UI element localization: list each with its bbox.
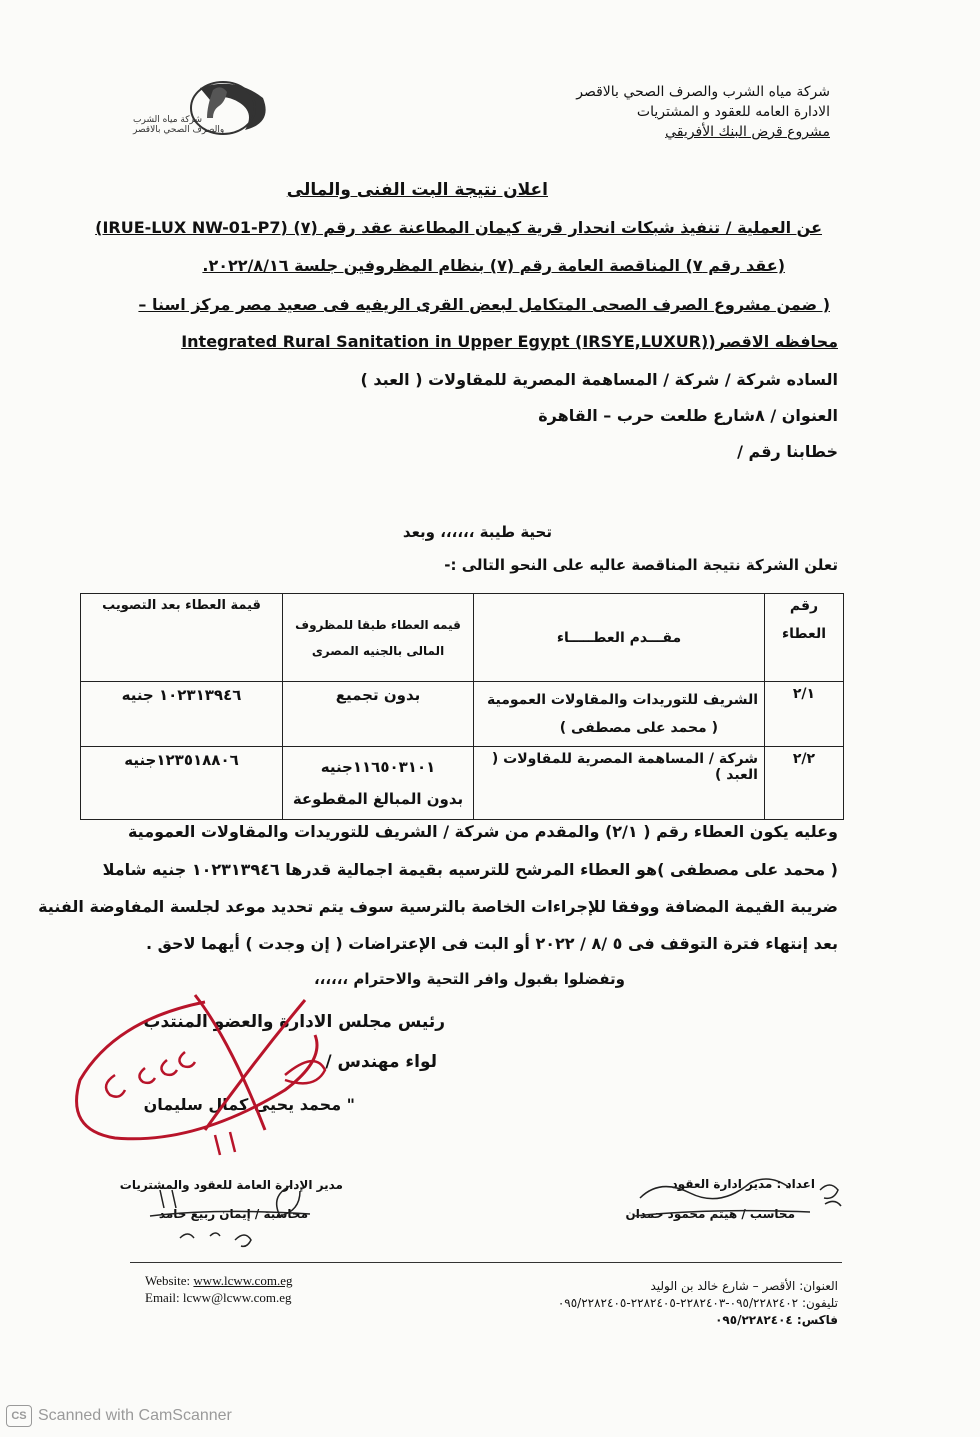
footer-divider — [130, 1262, 842, 1263]
intro-text: تعلن الشركة نتيجة المناقصة عاليه على النحو التالى :- — [444, 556, 838, 574]
svg-text:شركة مياه الشرب: شركة مياه الشرب — [133, 115, 203, 125]
header-bid-value: قيمه العطاء طبقا للمظروف المالى بالجنيه المصرى — [283, 594, 474, 682]
signatory-rank: لواء مهندس / — [325, 1052, 437, 1072]
footer-phone: تليفون: ٠٩٥/٢٢٨٢٤٠٢-٢٢٨٢٤٠٣-٢٢٨٢٤٠٥-٠٩٥/٢٢٨٢٤٠٥ — [557, 1296, 838, 1310]
bids-table — [80, 593, 844, 820]
department-name: الادارة العامه للعقود و المشتريات — [636, 104, 830, 120]
bidder-cell: الشريف للتوريدات والمقاولات العمومية ( محمد على مصطفى ) — [474, 682, 765, 747]
handwritten-signature — [55, 980, 395, 1160]
bidder-cell: شركة / المساهمة المصرية للمقاولات ( العبد ) — [474, 747, 765, 820]
footer-contact-en — [145, 1272, 292, 1306]
corrected-value: ١٢٣٥١٨٨٠٦جنيه — [81, 747, 283, 820]
bid-value: ١١٦٥٠٣١٠١جنيه بدون المبالغ المقطوعة — [283, 747, 474, 820]
right-preparer-name: محاسب / هيثم محمود حمدان — [625, 1207, 795, 1221]
footer-fax: فاكس: ٠٩٥/٢٢٨٢٤٠٤ — [715, 1313, 838, 1327]
company-header — [500, 82, 830, 142]
table-row — [81, 747, 844, 820]
bid-number: ٢/١ — [765, 682, 844, 747]
signatory-name: " محمد يحيى كمال سليمان — [143, 1095, 355, 1114]
company-logo — [125, 78, 270, 138]
corrected-value: ١٠٢٣١٣٩٤٦ جنيه — [81, 682, 283, 747]
website-line: Website: www.lcww.com.eg — [145, 1273, 293, 1288]
left-signatory-name: محاسبة / إيمان ربيع حامد — [158, 1207, 308, 1221]
company-name: شركة مياه الشرب والصرف الصحي بالاقصر — [576, 84, 830, 100]
header-bid-number: رقم العطاء — [765, 594, 844, 682]
table-row — [81, 682, 844, 747]
table-header-row — [81, 594, 844, 682]
greeting: تحية طيبة ،،،،،، وبعد — [402, 523, 552, 541]
conclusion-line-4: بعد إنتهاء فترة التوقف فى ٥ /٨ / ٢٠٢٢ أو البت فى الإعتراضات ( إن وجدت ) أيهما لاحق . — [145, 934, 838, 953]
bid-number: ٢/٢ — [765, 747, 844, 820]
addressee-address: العنوان / ٨شارع طلعت حرب – القاهرة — [538, 406, 838, 425]
bid-value: بدون تجميع — [283, 682, 474, 747]
right-preparer-title: اعداد : مدير ادارة العقود — [671, 1177, 815, 1191]
title-line-1: عن العملية / تنفيذ شبكات انحدار قرية كيمان المطاعنة عقد رقم (٧) (IRUE-LUX NW-01-P7) — [95, 218, 822, 237]
footer-contact-ar — [538, 1278, 838, 1329]
email-line: Email: lcww@lcww.com.eg — [145, 1290, 292, 1305]
conclusion-line-3: ضريبة القيمة المضافة ووفقا للإجراءات الخاصة بالترسية سوف يتم تحديد موعد لجلسة المفاوضة الفنية — [38, 897, 838, 916]
header-bidder: مقـــدم العطـــــاء — [474, 594, 765, 682]
header-corrected-value: قيمة العطاء بعد التصويب — [81, 594, 283, 682]
logo-emblem-icon — [125, 78, 270, 138]
left-initials-signature — [140, 1178, 340, 1258]
title-line-2: (عقد رقم ٧) المناقصة العامة رقم (٧) بنظام المظروفين جلسة ٢٠٢٢/٨/١٦. — [202, 256, 785, 275]
addressee-to: الساده شركة / شركة / المساهمة المصرية للمقاولات ( العبد ) — [360, 370, 838, 389]
footer-address: العنوان: الأقصر – شارع خالد بن الوليد — [650, 1279, 838, 1293]
left-signatory-title: مدير الإدارة العامة للعقود والمشتريات — [119, 1178, 343, 1192]
title-line-3: ( ضمن مشروع الصرف الصحى المتكامل لبعض القرى الريفيه فى صعيد مصر مركز اسنا – — [138, 295, 830, 314]
website-link[interactable]: www.lcww.com.eg — [193, 1273, 293, 1288]
closing-text: وتفضلوا بقبول وافر التحية والاحترام ،،،،،، — [313, 970, 625, 988]
announcement-title: اعلان نتيجة البت الفنى والمالى — [286, 180, 548, 200]
right-initials-signature — [620, 1168, 850, 1228]
project-name: مشروع قرض البنك الأفريقي — [665, 124, 830, 140]
letter-number: خطابنا رقم / — [737, 442, 838, 461]
conclusion-line-2: ( محمد على مصطفى )هو العطاء المرشح للترسيه بقيمة اجمالية قدرها ١٠٢٣١٣٩٤٦ جنيه شاملا — [102, 860, 838, 879]
signatory-title: رئيس مجلس الادارة والعضو المنتدب — [143, 1012, 445, 1032]
camscanner-logo-icon: CS — [6, 1405, 32, 1427]
scanner-watermark: CS Scanned with CamScanner — [6, 1404, 232, 1428]
svg-text:والصرف الصحي بالاقصر: والصرف الصحي بالاقصر — [133, 125, 225, 135]
title-line-4: محافظه الاقصر(Integrated Rural Sanitation in Upper Egypt (IRSYE,LUXUR) — [181, 332, 838, 351]
conclusion-line-1: وعليه يكون العطاء رقم ( ٢/١) والمقدم من شركة / الشريف للتوريدات والمقاولات العمومية — [127, 822, 838, 841]
